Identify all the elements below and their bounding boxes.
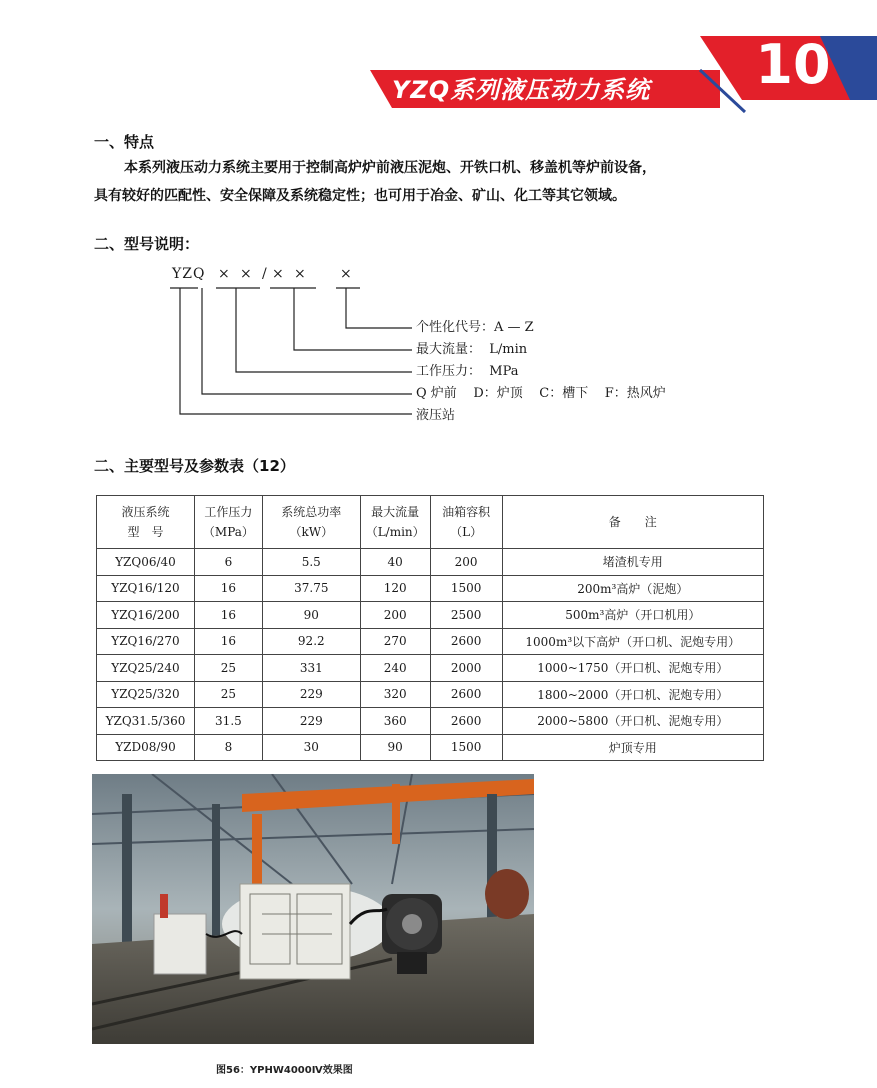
- label-custom-code: 个性化代号：A — Z: [416, 320, 534, 335]
- model-code-diagram: [160, 262, 720, 427]
- code-slash: /: [262, 266, 268, 282]
- table-row: YZQ16/120 16 37.75 120 1500 200m³高炉（泥炮）: [97, 575, 764, 602]
- code-x1: ×: [218, 266, 231, 282]
- col-header-remarks: 备 注: [502, 496, 763, 549]
- label-hydraulic-station: 液压站: [416, 408, 456, 423]
- table-row: YZQ16/270 16 92.2 270 2600 1000m³以下高炉（开口机、泥炮专用）: [97, 628, 764, 655]
- table-row: YZQ31.5/360 31.5 229 360 2600 2000~5800（开口机、泥炮专用）: [97, 708, 764, 735]
- section-heading-features: 一、特点: [94, 133, 155, 151]
- features-line-1: 本系列液压动力系统主要用于控制高炉炉前液压泥炮、开铁口机、移盖机等炉前设备，: [124, 160, 656, 176]
- code-x4: ×: [294, 266, 307, 282]
- table-row: YZD08/90 8 30 90 1500 炉顶专用: [97, 734, 764, 761]
- table-header-row: [97, 496, 764, 549]
- label-working-pressure: 工作压力： MPa: [416, 364, 519, 379]
- product-photo: [92, 774, 534, 1044]
- table-row: YZQ16/200 16 90 200 2500 500m³高炉（开口机用）: [97, 602, 764, 629]
- code-x3: ×: [272, 266, 285, 282]
- page-number: 10: [755, 33, 831, 96]
- col-header-power: 系统总功率 （kW）: [262, 496, 360, 549]
- background-machine: [485, 869, 529, 919]
- electrical-box: [154, 914, 206, 974]
- features-paragraph: [94, 154, 794, 210]
- page-title: YZQ系列液压动力系统: [392, 76, 651, 104]
- header-banner: [0, 0, 877, 120]
- code-x5: ×: [340, 266, 353, 282]
- table-row: YZQ25/320 25 229 320 2600 1800~2000（开口机、泥炮专用）: [97, 681, 764, 708]
- col-header-model: 液压系统 型 号: [97, 496, 195, 549]
- label-max-flow: 最大流量： L/min: [416, 342, 528, 357]
- figure-caption: 图56：YPHW4000Ⅳ效果图: [216, 1065, 353, 1076]
- col-header-pressure: 工作压力 （MPa）: [194, 496, 262, 549]
- factory-illustration: [92, 774, 534, 1044]
- features-line-2: 具有较好的匹配性、安全保障及系统稳定性；也可用于冶金、矿山、化工等其它领域。: [94, 188, 626, 204]
- section-heading-model: 二、型号说明：: [94, 235, 200, 253]
- code-x2: ×: [240, 266, 253, 282]
- section-heading-params: 二、主要型号及参数表（12）: [94, 457, 295, 475]
- col-header-flow: 最大流量 （L/min）: [360, 496, 430, 549]
- code-prefix: YZQ: [172, 266, 206, 282]
- label-location: Q 炉前 D：炉顶 C：槽下 F：热风炉: [416, 386, 666, 401]
- col-header-tank: 油箱容积 （L）: [430, 496, 502, 549]
- params-table: [96, 495, 764, 761]
- table-row: YZQ25/240 25 331 240 2000 1000~1750（开口机、泥炮专用）: [97, 655, 764, 682]
- hydraulic-cabinet: [240, 884, 350, 979]
- table-row: YZQ06/40 6 5.5 40 200 堵渣机专用: [97, 549, 764, 576]
